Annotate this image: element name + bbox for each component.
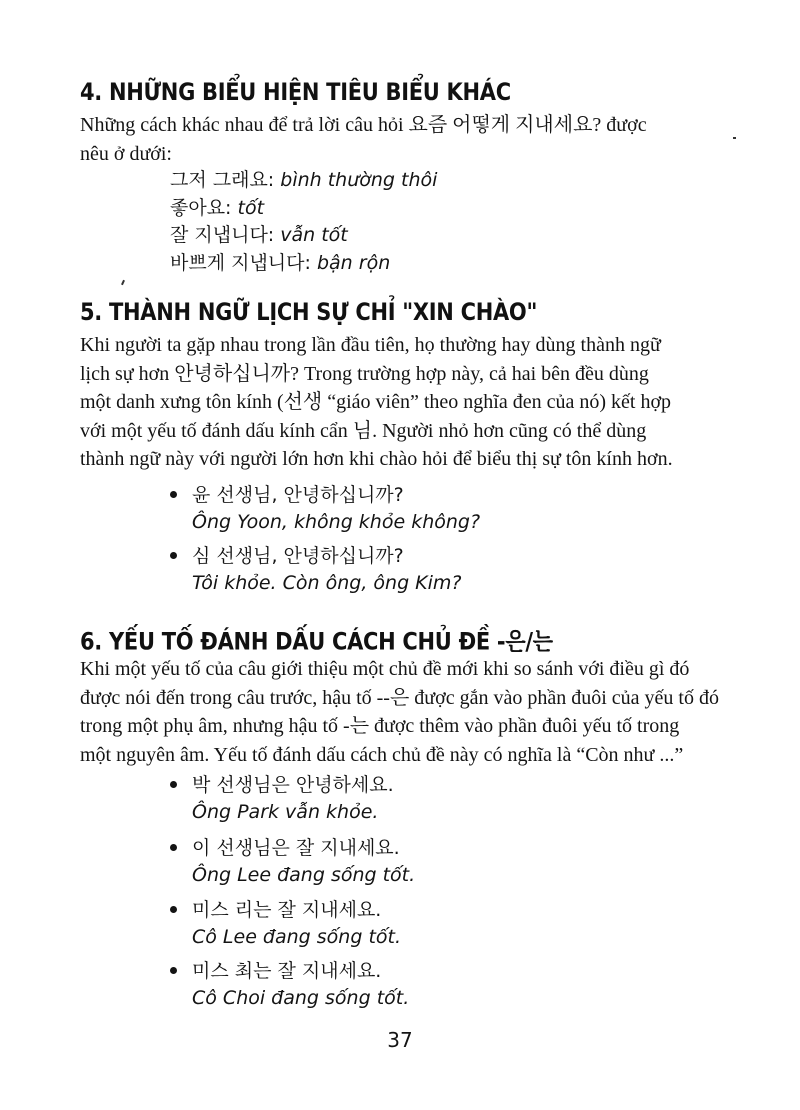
- bullet-icon: [170, 967, 177, 974]
- section-5-heading: 5. THÀNH NGỮ LỊCH SỰ CHỈ "XIN CHÀO": [80, 298, 538, 326]
- section-4-intro: [80, 111, 730, 168]
- bullet-icon: [170, 844, 177, 851]
- section-5-line: lịch sự hơn 안녕하십니까? Trong trường hợp này, cả hai bên đều dùng: [80, 362, 649, 385]
- example-translation: Ông Yoon, không khỏe không?: [192, 511, 481, 533]
- expression-meaning: bận rộn: [316, 251, 391, 274]
- section-6-line: một nguyên âm. Yếu tố đánh dấu cách chủ đề này có nghĩa là “Còn như ...”: [80, 743, 684, 766]
- expression-row: [170, 195, 437, 223]
- example-korean: 이 선생님은 잘 지내세요.: [192, 837, 400, 859]
- expression-korean: 좋아요:: [170, 196, 232, 219]
- expression-korean: 그저 그래요:: [170, 169, 275, 191]
- bullet-icon: [170, 781, 177, 788]
- expression-korean: 잘 지냅니다:: [170, 224, 275, 246]
- expression-meaning: tốt: [237, 196, 265, 219]
- example-korean: 윤 선생님, 안녕하십니까?: [192, 484, 404, 506]
- example-korean: 미스 최는 잘 지내세요.: [192, 960, 382, 982]
- expression-list: [170, 167, 437, 277]
- scan-speck: [733, 137, 736, 139]
- bullet-icon: [170, 552, 177, 559]
- section-5-paragraph: [80, 331, 730, 474]
- section-6-line: trong một phụ âm, nhưng hậu tố -는 được thêm vào phần đuôi yếu tố trong: [80, 715, 680, 737]
- section-5-line: Khi người ta gặp nhau trong lần đầu tiên, họ thường hay dùng thành ngữ: [80, 334, 661, 356]
- section-6-line: Khi một yếu tố của câu giới thiệu một chủ đề mới khi so sánh với điều gì đó: [80, 658, 690, 680]
- bullet-icon: [170, 491, 177, 498]
- example-korean: 박 선생님은 안녕하세요.: [192, 774, 394, 796]
- bullet-icon: [170, 906, 177, 913]
- section-4-heading: 4. NHỮNG BIỂU HIỆN TIÊU BIỂU KHÁC: [80, 78, 511, 106]
- section-6-paragraph: [80, 655, 730, 769]
- page-number: 37: [387, 1028, 413, 1052]
- example-korean: 미스 리는 잘 지내세요.: [192, 899, 382, 921]
- expression-row: [170, 167, 437, 195]
- expression-row: [170, 250, 437, 278]
- section-6-heading: 6. YẾU TỐ ĐÁNH DẤU CÁCH CHỦ ĐỀ -은/는: [80, 627, 553, 656]
- section-5-line: với một yếu tố đánh dấu kính cẩn 님. Người nhỏ hơn cũng có thể dùng: [80, 419, 647, 442]
- section-4-intro-line: nêu ở dưới:: [80, 142, 172, 165]
- section-4-intro-line: Những cách khác nhau để trả lời câu hỏi 요즘 어떻게 지내세요? được: [80, 114, 647, 136]
- scan-speck: [121, 280, 125, 285]
- example-translation: Ông Park vẫn khỏe.: [192, 801, 379, 823]
- example-translation: Ông Lee đang sống tốt.: [192, 864, 416, 886]
- expression-row: [170, 222, 437, 250]
- section-5-line: một danh xưng tôn kính (선생 “giáo viên” theo nghĩa đen của nó) kết hợp: [80, 391, 672, 413]
- example-translation: Cô Lee đang sống tốt.: [192, 926, 402, 948]
- expression-meaning: bình thường thôi: [280, 169, 438, 191]
- expression-meaning: vẫn tốt: [280, 224, 348, 246]
- example-translation: Cô Choi đang sống tốt.: [192, 987, 410, 1009]
- expression-korean: 바쁘게 지냅니다:: [170, 251, 311, 274]
- example-translation: Tôi khỏe. Còn ông, ông Kim?: [192, 572, 462, 594]
- section-5-line: thành ngữ này với người lớn hơn khi chào hỏi để biểu thị sự tôn kính hơn.: [80, 448, 673, 470]
- section-6-line: được nói đến trong câu trước, hậu tố --은 được gắn vào phần đuôi của yếu tố đó: [80, 686, 719, 709]
- example-korean: 심 선생님, 안녕하십니까?: [192, 545, 404, 567]
